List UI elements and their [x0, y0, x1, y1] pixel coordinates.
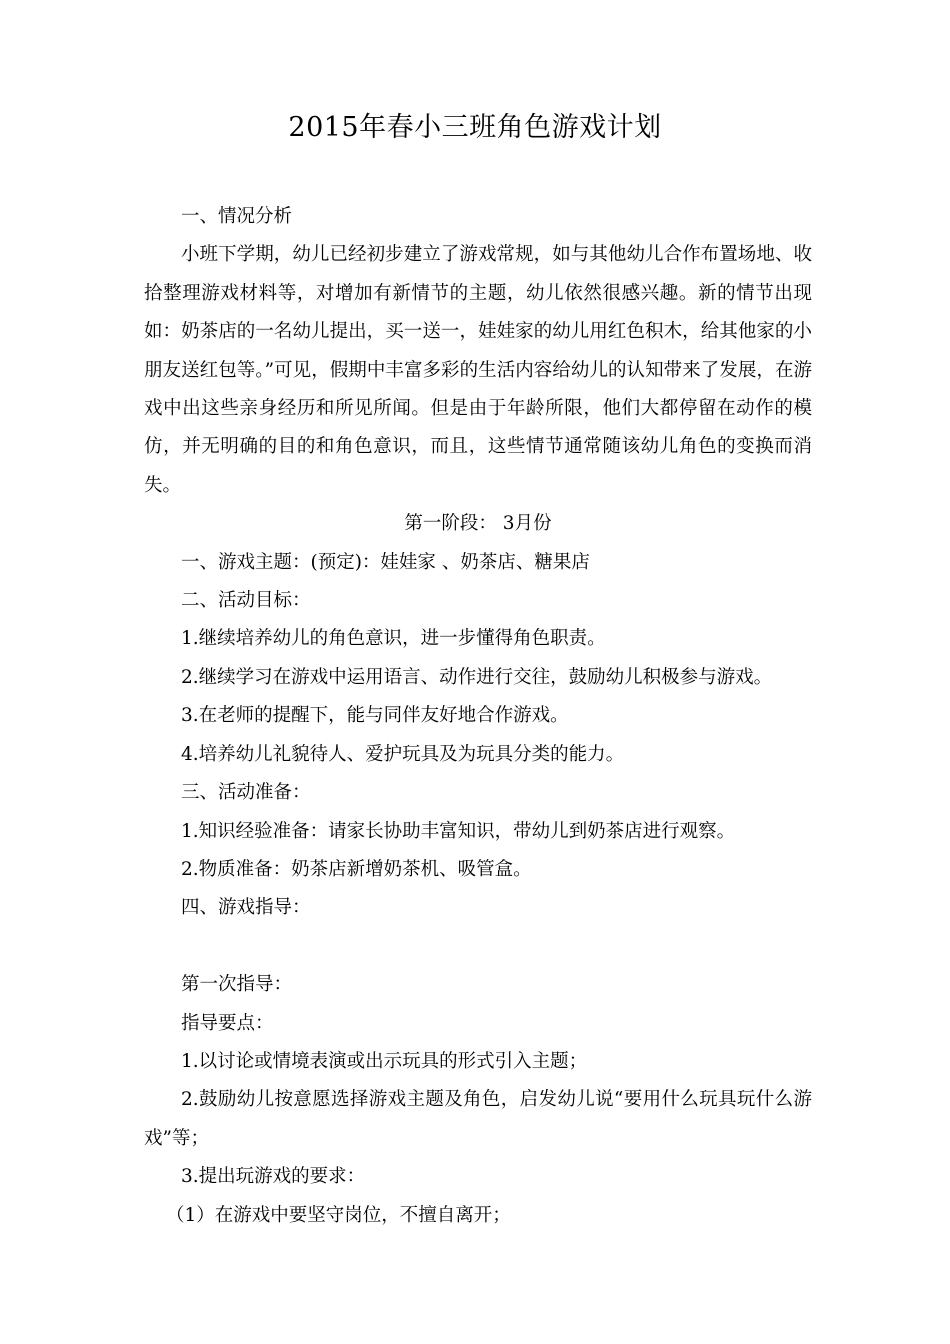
list-item-goal-4: 4.培养幼儿礼貌待人、爱护玩具及为玩具分类的能力。	[181, 743, 625, 765]
list-item-preparation-2: 2.物质准备：奶茶店新增奶茶机、吸管盒。	[181, 858, 532, 880]
list-item-goal-3: 3.在老师的提醒下，能与同伴友好地合作游戏。	[181, 705, 569, 727]
list-item-goal-1: 1.继续培养幼儿的角色意识，进一步懂得角色职责。	[181, 628, 606, 650]
document-body	[144, 198, 812, 1235]
section-heading-game-guidance: 四、游戏指导：	[181, 897, 311, 919]
list-item-goal-2: 2.继续学习在游戏中运用语言、动作进行交往，鼓励幼儿积极参与游戏。	[181, 666, 773, 688]
paragraph-game-theme: 一、游戏主题：(预定)：娃娃家 、奶茶店、糖果店	[181, 551, 590, 573]
blank-line	[144, 928, 812, 966]
list-item-guidance-3: 3.提出玩游戏的要求：	[181, 1166, 366, 1188]
section-heading-activity-goals: 二、活动目标：	[181, 590, 311, 612]
paragraph-situation-analysis: 小班下学期，幼儿已经初步建立了游戏常规，如与其他幼儿合作布置场地、收拾整理游戏材料等，对增加有新情节的主题，幼儿依然很感兴趣。新的情节出现如：奶茶店的一名幼儿提出，买一送一，娃娃家的幼儿用红色积木，给其他家的小朋友送红包等。”可见，假期中丰富多彩的生活内容给幼儿的认知带来了发展，在游戏中出这些亲身经历和所见所闻。但是由于年龄所限，他们大都停留在动作的模仿，并无明确的目的和角色意识，而且，这些情节通常随该幼儿角色的变换而消失。	[144, 244, 812, 496]
subheading-first-guidance: 第一次指导：	[181, 974, 293, 996]
list-item-guidance-1: 1.以讨论或情境表演或出示玩具的形式引入主题；	[181, 1050, 588, 1072]
list-item-guidance-2: 2.鼓励幼儿按意愿选择游戏主题及角色，启发幼儿说“要用什么玩具玩什么游戏”等；	[144, 1089, 812, 1149]
document-title: 2015年春小三班角色游戏计划	[288, 112, 662, 143]
list-item-preparation-1: 1.知识经验准备：请家长协助丰富知识，带幼儿到奶茶店进行观察。	[181, 820, 736, 842]
section-heading-situation-analysis: 一、情况分析	[181, 206, 293, 227]
section-heading-preparation: 三、活动准备：	[181, 782, 311, 804]
subheading-guidance-points: 指导要点：	[181, 1012, 274, 1034]
list-item-requirement-1: （1）在游戏中要坚守岗位，不擅自离开；	[166, 1204, 511, 1226]
stage-heading-first: 第一阶段： 3月份	[404, 513, 552, 535]
